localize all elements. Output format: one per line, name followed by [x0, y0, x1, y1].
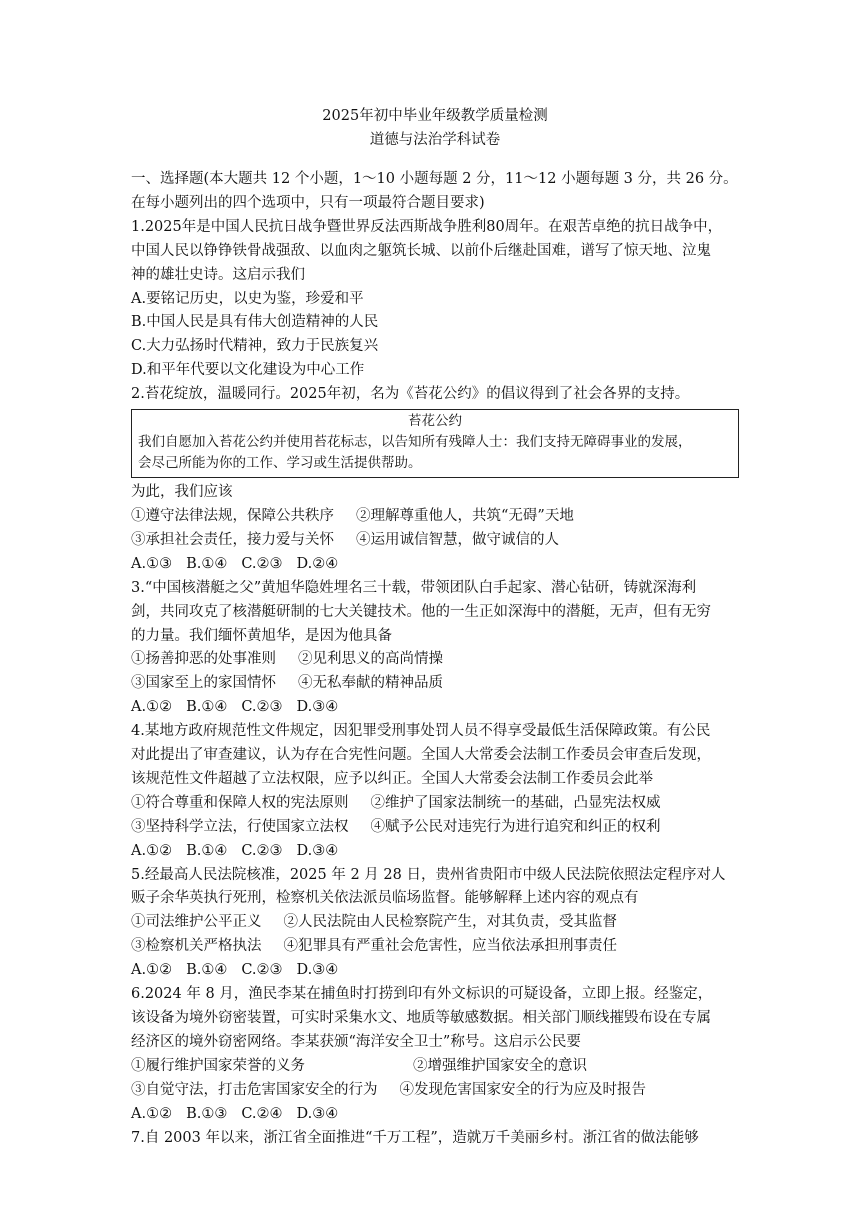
question-text: 经济区的境外窃密网络。李某获颁“海洋安全卫士”称号。这启示公民要 — [131, 1033, 581, 1050]
statement-2: ②维护了国家法制统一的基础，凸显宪法权威 — [370, 794, 661, 811]
section-intro-line: 在每小题列出的四个选项中，只有一项最符合题目要求) — [131, 194, 485, 211]
statement-4: ④犯罪具有严重社会危害性，应当依法承担刑事责任 — [283, 938, 617, 955]
question-text: 对此提出了审查建议，认为存在合宪性问题。全国人大常委会法制工作委员会审查后发现， — [131, 747, 711, 764]
statement-4: ④运用诚信智慧，做守诚信的人 — [356, 531, 559, 548]
material-title: 苔花公约 — [408, 413, 462, 430]
question-text: 4.某地方政府规范性文件规定，因犯罪受刑事处罚人员不得享受最低生活保障政策。有公民 — [131, 723, 711, 740]
option-a: A.①③ — [131, 555, 173, 572]
option-b: B.①④ — [186, 842, 228, 859]
statement-4: ④发现危害国家安全的行为应及时报告 — [399, 1081, 646, 1098]
statement-row — [131, 911, 739, 935]
statement-4: ④赋予公民对违宪行为进行追究和纠正的权利 — [370, 818, 661, 835]
question-text: 的力量。我们缅怀黄旭华，是因为他具备 — [131, 627, 392, 644]
option-a: A.①② — [131, 842, 173, 859]
statement-row — [131, 792, 739, 816]
material-line: 会尽己所能为你的工作、学习或生活提供帮助。 — [138, 455, 422, 472]
question-text: 6.2024 年 8 月，渔民李某在捕鱼时打捞到印有外文标识的可疑设备，立即上报。经鉴定， — [131, 986, 713, 1003]
section-instructions — [131, 168, 739, 216]
statement-row — [131, 672, 739, 696]
answer-options — [131, 840, 739, 864]
exam-subject: 道德与法治学科试卷 — [369, 132, 501, 148]
question-text: 剑，共同攻克了核潜艇研制的七大关键技术。他的一生正如深海中的潜艇，无声，但有无穷 — [131, 603, 711, 620]
question-2 — [131, 383, 739, 577]
question-text: 该规范性文件超越了立法权限，应予以纠正。全国人大常委会法制工作委员会此举 — [131, 770, 653, 787]
statement-1: ①司法维护公平正义 — [131, 914, 262, 931]
statement-row — [131, 816, 739, 840]
option-d: D.③④ — [296, 842, 339, 859]
question-text: 7.自 2003 年以来，浙江省全面推进“千万工程”，造就万千美丽乡村。浙江省的做法能够 — [131, 1129, 699, 1146]
statement-row — [131, 648, 739, 672]
statement-row — [131, 935, 739, 959]
statement-1: ①符合尊重和保障人权的宪法原则 — [131, 794, 349, 811]
option-b: B.①④ — [186, 699, 228, 716]
statement-2: ②人民法院由人民检察院产生，对其负责，受其监督 — [283, 914, 617, 931]
question-text: 3.“中国核潜艇之父”黄旭华隐姓埋名三十载，带领团队白手起家、潜心钻研，铸就深海利 — [131, 579, 697, 596]
option-a: A.①② — [131, 962, 173, 979]
option-c: C.大力弘扬时代精神，致力于民族复兴 — [131, 338, 379, 355]
statement-4: ④无私奉献的精神品质 — [298, 675, 443, 692]
statement-3: ③自觉守法，打击危害国家安全的行为 — [131, 1081, 378, 1098]
question-text: 5.经最高人民法院核准，2025 年 2 月 28 日，贵州省贵阳市中级人民法院依照法定程序对人 — [131, 866, 726, 883]
statement-row — [131, 1079, 739, 1103]
statement-row — [131, 505, 739, 529]
option-b: B.中国人民是具有伟大创造精神的人民 — [131, 314, 379, 331]
question-text: 2.苔花绽放，温暖同行。2025年初，名为《苔花公约》的倡议得到了社会各界的支持。 — [131, 386, 690, 403]
question-text: 1.2025年是中国人民抗日战争暨世界反法西斯战争胜利80周年。在艰苦卓绝的抗日战争中， — [131, 218, 723, 235]
section-intro-line: 一、选择题(本大题共 12 个小题，1～10 小题每题 2 分，11～12 小题每题 3 分，共 26 分。 — [131, 171, 738, 187]
statement-row — [131, 529, 739, 553]
question-stem: 为此，我们应该 — [131, 484, 233, 501]
statement-3: ③检察机关严格执法 — [131, 938, 262, 955]
answer-options — [131, 1103, 739, 1127]
statement-3: ③承担社会责任，接力爱与关怀 — [131, 531, 334, 548]
statement-row — [131, 1055, 739, 1079]
exam-title: 2025年初中毕业年级教学质量检测 — [322, 108, 548, 124]
statement-1: ①遵守法律法规，保障公共秩序 — [131, 507, 334, 524]
question-7 — [131, 1127, 739, 1151]
option-a: A.①② — [131, 1105, 173, 1122]
question-text: 神的雄壮史诗。这启示我们 — [131, 266, 305, 283]
material-line: 我们自愿加入苔花公约并使用苔花标志，以告知所有残障人士：我们支持无障碍事业的发展， — [138, 434, 692, 451]
question-1 — [131, 216, 739, 383]
material-text — [138, 432, 732, 474]
question-5 — [131, 864, 739, 984]
option-d: D.③④ — [296, 1105, 339, 1122]
exam-page — [131, 0, 739, 1150]
option-c: C.②③ — [241, 699, 283, 716]
option-b: B.①③ — [186, 1105, 228, 1122]
option-b: B.①④ — [186, 962, 228, 979]
option-b: B.①④ — [186, 555, 228, 572]
question-3 — [131, 577, 739, 720]
option-c: C.②④ — [241, 1105, 283, 1122]
option-c: C.②③ — [241, 962, 283, 979]
answer-options — [131, 696, 739, 720]
material-box — [131, 409, 739, 478]
statement-2: ②理解尊重他人，共筑“无碍”天地 — [356, 507, 574, 524]
option-a: A.①② — [131, 699, 173, 716]
statement-2: ②增强维护国家安全的意识 — [413, 1057, 587, 1074]
question-text: 中国人民以铮铮铁骨战强敌、以血肉之躯筑长城、以前仆后继赴国难，谱写了惊天地、泣鬼 — [131, 242, 711, 259]
question-4 — [131, 720, 739, 863]
statement-1: ①履行维护国家荣誉的义务 — [131, 1057, 305, 1074]
question-6 — [131, 983, 739, 1126]
option-d: D.③④ — [296, 962, 339, 979]
option-d: D.②④ — [296, 555, 339, 572]
statement-3: ③国家至上的家国情怀 — [131, 675, 276, 692]
statement-3: ③坚持科学立法，行使国家立法权 — [131, 818, 349, 835]
option-c: C.②③ — [241, 842, 283, 859]
option-d: D.和平年代要以文化建设为中心工作 — [131, 362, 365, 379]
option-a: A.要铭记历史，以史为鉴，珍爱和平 — [131, 290, 364, 307]
statement-2: ②见利思义的高尚情操 — [298, 651, 443, 668]
option-c: C.②③ — [241, 555, 283, 572]
question-text: 该设备为境外窃密装置，可实时采集水文、地质等敏感数据。相关部门顺线摧毁布设在专属 — [131, 1010, 711, 1026]
question-text: 贩子余华英执行死刑，检察机关依法派员临场监督。能够解释上述内容的观点有 — [131, 890, 639, 907]
answer-options — [131, 959, 739, 983]
option-d: D.③④ — [296, 699, 339, 716]
statement-1: ①扬善抑恶的处事准则 — [131, 651, 276, 668]
answer-options — [131, 553, 739, 577]
